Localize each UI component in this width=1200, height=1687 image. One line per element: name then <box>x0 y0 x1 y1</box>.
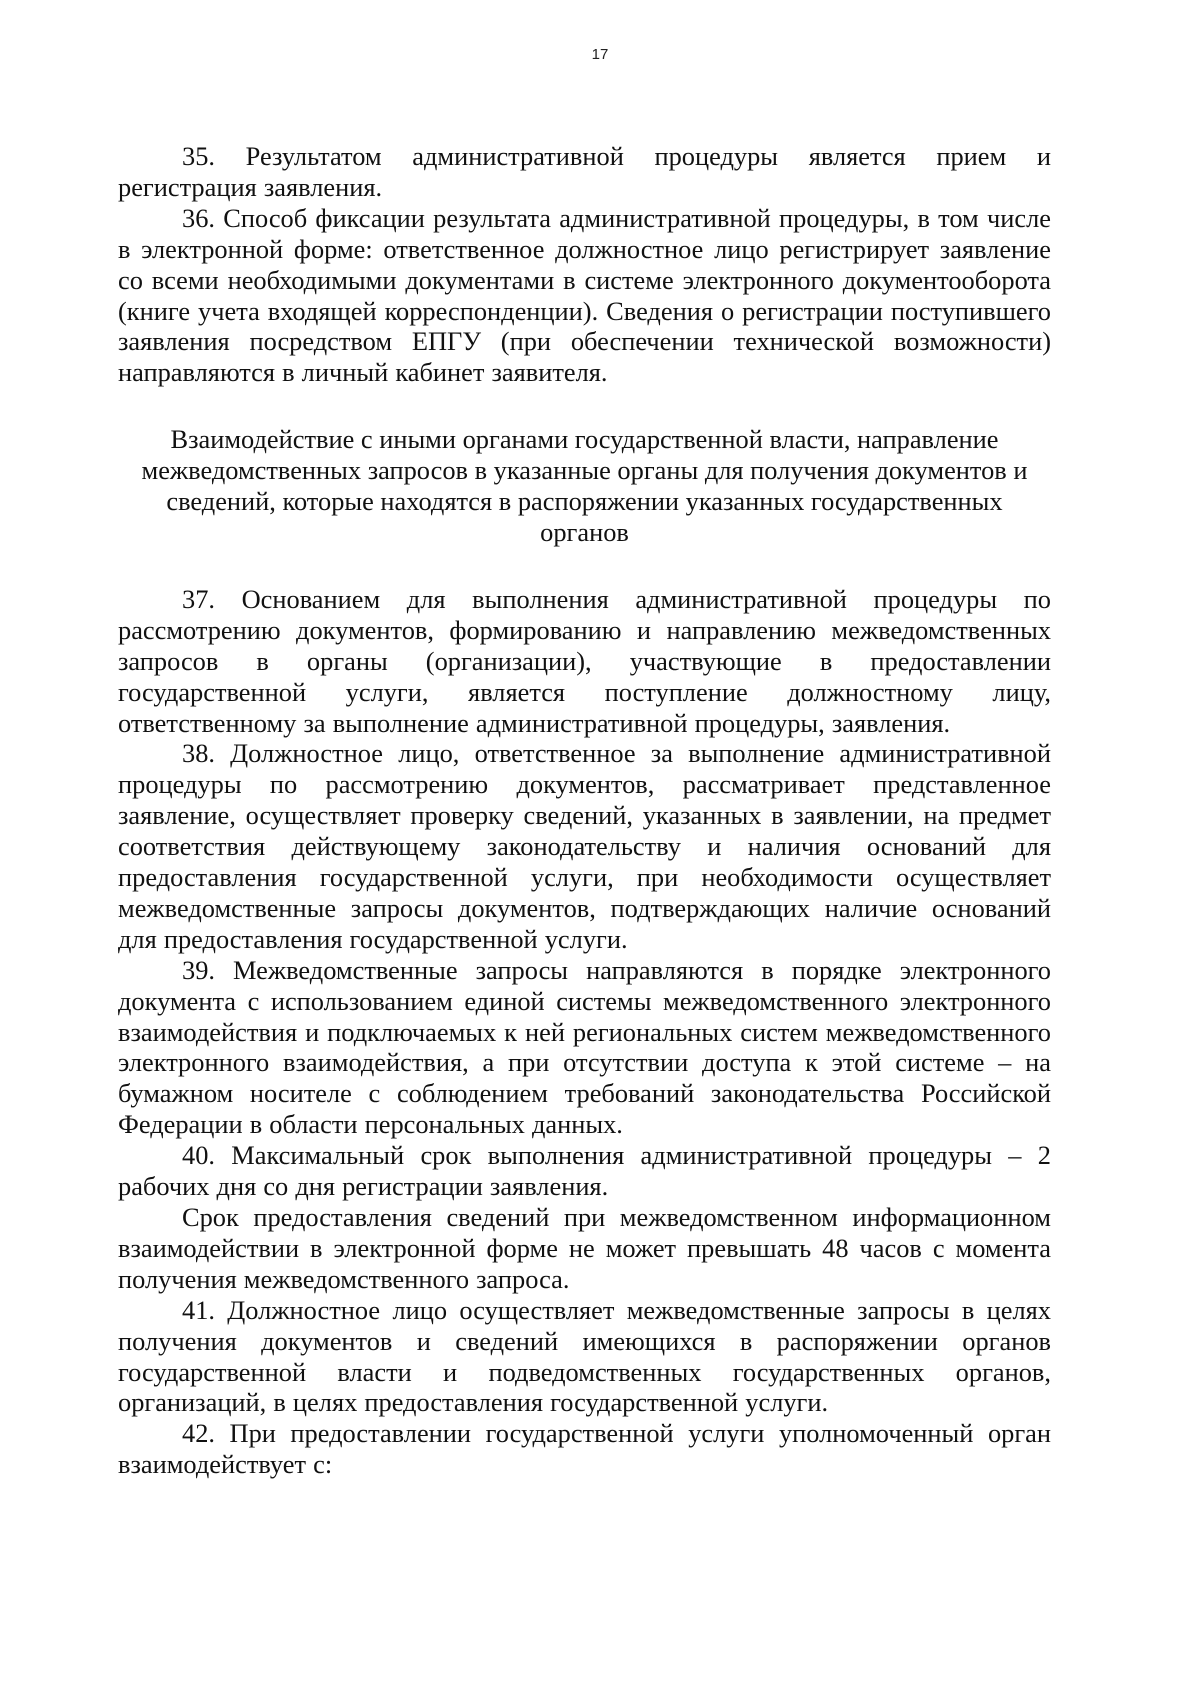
paragraph-42: 42. При предоставлении государственной услуги уполномоченный орган взаимодействует с: <box>118 1418 1051 1480</box>
paragraph-41: 41. Должностное лицо осуществляет межведомственные запросы в целях получения документов и сведений имеющихся в распоряжении органов государственной власти и подведомственных государственных органов, организаций, в целях предоставления государственной услуги. <box>118 1294 1051 1418</box>
document-body <box>118 141 1051 1480</box>
paragraph-37: 37. Основанием для выполнения административной процедуры по рассмотрению документов, формированию и направлению межведомственных запросов в органы (организации), участвующие в предоставлении государственной услуги, является поступление должностному лицу, ответственному за выполнение административной процедуры, заявления. <box>118 583 1051 738</box>
paragraph-40: 40. Максимальный срок выполнения административной процедуры – 2 рабочих дня со дня регистрации заявления. <box>118 1140 1051 1202</box>
section-heading: Взаимодействие с иными органами государственной власти, направление межведомственных запросов в указанные органы для получения документов и сведений, которые находятся в распоряжении указанных государственных органов <box>141 424 1028 547</box>
paragraph-36: 36. Способ фиксации результата административной процедуры, в том числе в электронной форме: ответственное должностное лицо регистрирует заявление со всеми необходимыми документами в системе электронного документооборота (книге учета входящей корреспонденции). Сведения о регистрации поступившего заявления посредством ЕПГУ (при обеспечении технической возможности) направляются в личный кабинет заявителя. <box>118 202 1051 388</box>
paragraph-35: 35. Результатом административной процедуры является прием и регистрация заявления. <box>118 141 1051 202</box>
paragraph-38: 38. Должностное лицо, ответственное за выполнение административной процедуры по рассмотрению документов, рассматривает представленное заявление, осуществляет проверку сведений, указанных в заявлении, на предмет соответствия действующему законодательству и наличия оснований для предоставления государственной услуги, при необходимости осуществляет межведомственные запросы документов, подтверждающих наличие оснований для предоставления государственной услуги. <box>118 738 1051 954</box>
page-number: 17 <box>591 46 609 63</box>
paragraph-40-deadline: Срок предоставления сведений при межведомственном информационном взаимодействии в электронной форме не может превышать 48 часов с момента получения межведомственного запроса. <box>118 1202 1051 1294</box>
paragraph-39: 39. Межведомственные запросы направляются в порядке электронного документа с использованием единой системы межведомственного электронного взаимодействия и подключаемых к ней региональных систем межведомственного электронного взаимодействия, а при отсутствии доступа к этой системе – на бумажном носителе с соблюдением требований законодательства Российской Федерации в области персональных данных. <box>118 954 1051 1140</box>
